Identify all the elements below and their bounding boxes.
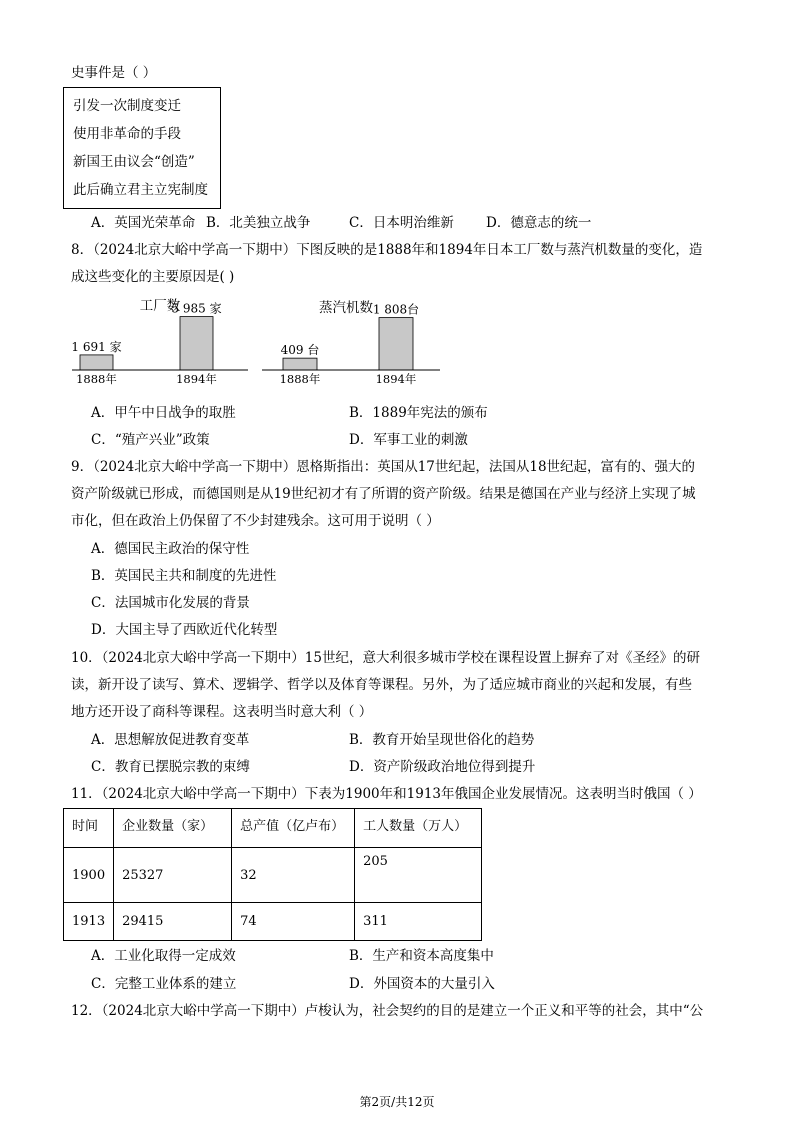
q9-option-d: D．大国主导了西欧近代化转型 [91,622,278,638]
q8-option-d: D．军事工业的刺激 [349,432,468,448]
table-cell: 25327 [114,848,232,903]
q7-option-b: B．北美独立战争 [206,215,311,231]
bar-value-label: 5 985 家 [171,301,222,316]
q8-option-a: A．甲午中日战争的取胜 [91,405,236,421]
q8-option-b: B．1889年宪法的颁布 [349,405,488,421]
bar-value-label: 1 808台 [372,302,420,317]
table-header-cell: 总产值（亿卢布） [232,809,355,848]
q9-option-a: A．德国民主政治的保守性 [91,541,250,557]
table-row [64,848,482,903]
table-cell: 1913 [64,903,114,941]
info-box-line: 此后确立君主立宪制度 [73,182,208,198]
info-box-line: 使用非革命的手段 [73,126,181,142]
q11-option-a: A．工业化取得一定成效 [91,948,236,964]
bar-value-label: 1 691 家 [71,339,122,354]
table-cell: 311 [355,903,482,941]
chart-bar [379,318,413,370]
chart-bar [180,317,213,370]
q10-option-d: D．资产阶级政治地位得到提升 [349,759,536,775]
table-header-cell: 工人数量（万人） [355,809,482,848]
table-header-cell: 企业数量（家） [114,809,232,848]
info-box-line: 引发一次制度变迁 [73,98,181,114]
q11-table [63,808,482,941]
q11-option-b: B．生产和资本高度集中 [349,948,494,964]
chart-title: 工厂数 [139,298,181,314]
q7-option-c: C．日本明治维新 [349,215,454,231]
question-12-line: 12．（2024北京大峪中学高一下期中）卢梭认为，社会契约的目的是建立一个正义和平等的社会，其中“公 [71,1003,704,1019]
category-label: 1888年 [76,372,117,386]
question-10-line: 地方还开设了商科等课程。这表明当时意大利（ ） [71,704,373,720]
q8-charts [0,295,794,395]
question-11-line: 11．（2024北京大峪中学高一下期中）下表为1900年和1913年俄国企业发展情况。这表明当时俄国（ ） [71,786,702,802]
question-7-info-box [63,87,221,209]
q7-option-d: D．德意志的统一 [486,215,592,231]
question-10-line: 10．（2024北京大峪中学高一下期中）15世纪，意大利很多城市学校在课程设置上摒弃了对《圣经》的研 [71,650,700,666]
question-9-line: 市化，但在政治上仍保留了不少封建残余。这可用于说明（ ） [71,513,440,529]
q8-option-c: C．“殖产兴业”政策 [91,432,210,448]
info-box-line: 新国王由议会“创造” [73,154,195,170]
q11-option-c: C．完整工业体系的建立 [91,976,237,992]
chart-bar [80,355,113,370]
category-label: 1894年 [375,372,417,386]
q10-option-c: C．教育已摆脱宗教的束缚 [91,759,250,775]
q11-option-d: D．外国资本的大量引入 [349,976,495,992]
chart-bar [283,358,317,370]
table-row [64,903,482,941]
question-9-line: 资产阶级就已形成，而德国则是从19世纪初才有了所谓的资产阶级。结果是德国在产业与经济上实现了城 [71,486,696,502]
q7-option-a: A．英国光荣革命 [91,215,196,231]
page-footer: 第2页/共12页 [359,1095,435,1109]
table-cell: 29415 [114,903,232,941]
table-header-cell: 时间 [64,809,114,848]
question-10-line: 读，新开设了读写、算术、逻辑学、哲学以及体育等课程。另外，为了适应城市商业的兴起和发展，有些 [71,677,692,693]
question-8-line: 成这些变化的主要原因是( ) [71,269,235,285]
question-9-line: 9．（2024北京大峪中学高一下期中）恩格斯指出：英国从17世纪起，法国从18世纪起，富有的、强大的 [71,459,696,475]
q10-option-a: A．思想解放促进教育变革 [91,732,250,748]
bar-value-label: 409 台 [280,343,320,358]
table-cell: 32 [232,848,355,903]
chart-title: 蒸汽机数 [319,300,373,316]
category-label: 1894年 [176,372,217,386]
question-8-line: 8．（2024北京大峪中学高一下期中）下图反映的是1888年和1894年日本工厂数与蒸汽机数量的变化，造 [71,242,703,258]
table-cell: 74 [232,903,355,941]
table-cell: 1900 [64,848,114,903]
table-header-row [64,809,482,848]
q9-option-c: C．法国城市化发展的背景 [91,595,250,611]
question-7-tail: 史事件是（ ） [71,65,157,81]
q10-option-b: B．教育开始呈现世俗化的趋势 [349,732,535,748]
category-label: 1888年 [279,372,321,386]
table-cell: 205 [355,848,482,903]
q9-option-b: B．英国民主共和制度的先进性 [91,568,277,584]
